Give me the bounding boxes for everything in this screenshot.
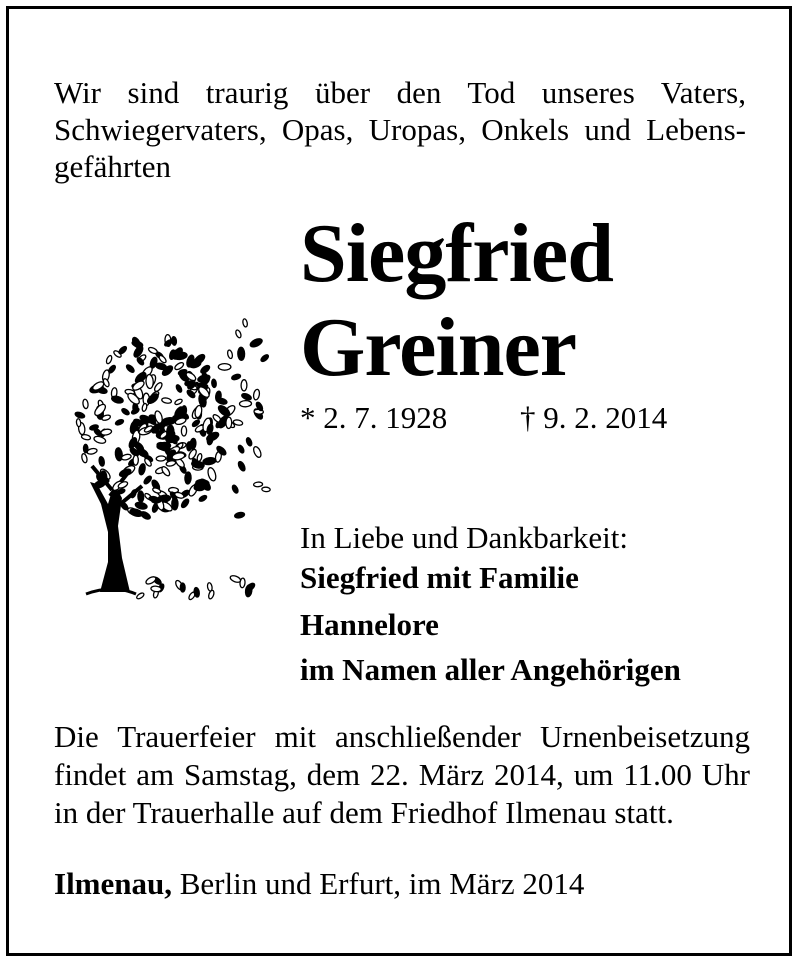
mourner-name: im Namen aller Angehörigen (300, 652, 681, 687)
intro-line-3: gefährten (54, 149, 172, 184)
service-line-3: in der Trauerhalle auf dem Friedhof Ilmenau statt. (54, 795, 674, 830)
death-date: † 9. 2. 2014 (520, 400, 668, 435)
deceased-first-name: Siegfried (300, 207, 613, 300)
tree-with-falling-leaves-icon (38, 300, 283, 605)
mourners-heading: In Liebe und Dankbarkeit: (300, 520, 628, 555)
birth-date: * 2. 7. 1928 (300, 400, 448, 435)
intro-text (54, 74, 746, 185)
service-text (54, 718, 750, 832)
intro-line-2: Schwiegervaters, Opas, Uropas, Onkels und Lebens- (54, 112, 746, 147)
mourners-block (300, 518, 681, 690)
mourner-name: Siegfried mit Familie (300, 560, 579, 595)
service-line-1: Die Trauerfeier mit anschließender Urnenbeisetzung (54, 719, 750, 754)
place-rest: Berlin und Erfurt, im März 2014 (172, 866, 585, 901)
place-and-date (54, 866, 584, 902)
mourner-name: Hannelore (300, 607, 439, 642)
place-city: Ilmenau, (54, 866, 172, 901)
intro-line-1: Wir sind traurig über den Tod unseres Vaters, (54, 75, 746, 110)
service-line-2: findet am Samstag, dem 22. März 2014, um 11.00 Uhr (54, 757, 750, 792)
deceased-last-name: Greiner (300, 301, 577, 394)
